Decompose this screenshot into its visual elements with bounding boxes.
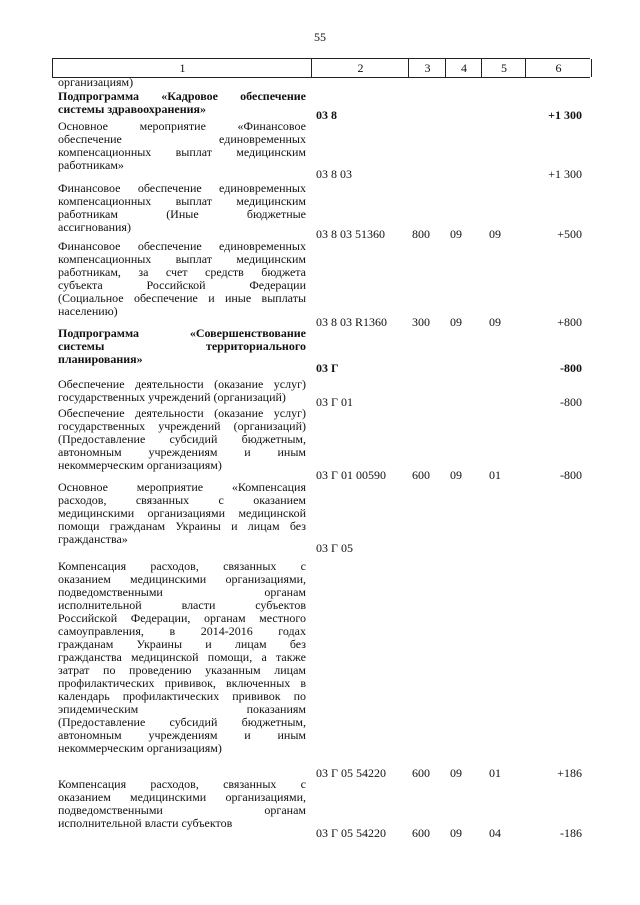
row-line: автономным учреждениям и иным [58,729,306,742]
row-line: Компенсация расходов, связанных с [58,560,306,573]
amount-cell: -800 [560,395,582,409]
row-line: (Предоставление субсидий бюджетным, [58,433,306,446]
col4-cell: 09 [450,826,462,840]
row-line: Подпрограмма «Совершенствование [58,327,306,340]
header-col-6: 6 [525,59,592,77]
row-line: работникам» [58,159,124,172]
row-line: оказанием медицинскими организациями, [58,791,306,804]
row-line: Финансовое обеспечение единовременных [58,182,306,195]
row-line: Подпрограмма «Кадровое обеспечение [58,90,306,103]
row-line: Компенсация расходов, связанных с [58,778,306,791]
code-cell: 03 Г 05 [316,541,353,555]
row-description [58,120,306,172]
row-line: системы территориального [58,340,306,353]
row-line: расходов, связанных с оказанием [58,494,306,507]
code-cell: 03 Г [316,361,339,375]
row-line: исполнительной власти субъектов [58,599,306,612]
row-line: некоммерческим организациям) [58,742,222,755]
page-number: 55 [314,30,326,44]
row-line: системы здравоохранения» [58,103,207,116]
code-cell: 03 8 03 R1360 [316,315,388,329]
row-line: медицинскими организациями медицинской [58,507,306,520]
row-line: гражданства медицинской помощи, а также [58,651,306,664]
row-line: (Предоставление субсидий бюджетным, [58,716,306,729]
code-cell: 03 8 [316,108,337,122]
row-line: ассигнования) [58,221,131,234]
row-line: компенсационных выплат медицинским [58,146,306,159]
amount-cell: +1 300 [548,167,582,181]
col3-cell: 300 [412,315,430,329]
row-description [58,90,306,116]
code-cell: 03 Г 01 00590 [316,468,386,482]
row-description [58,407,306,472]
col5-cell: 09 [489,227,501,241]
row-line: Основное мероприятие «Финансовое [58,120,306,133]
row-description [58,481,306,546]
col5-cell: 01 [489,766,501,780]
row-line: профилактических прививок, включенных в [58,677,306,690]
row-line: (Социальное обеспечение и иные выплаты [58,292,306,305]
row-line: Основное мероприятие «Компенсация [58,481,306,494]
row-line: календарь профилактических прививок по [58,690,306,703]
row-line: организациям) [58,76,134,89]
col5-cell: 01 [489,468,501,482]
row-line: государственных учреждений (организаций) [58,391,286,404]
row-line: эпидемическим показаниям [58,703,306,716]
col4-cell: 09 [450,468,462,482]
col3-cell: 600 [412,468,430,482]
row-line: исполнительной власти субъектов [58,817,233,830]
row-description [58,378,306,404]
row-line: государственных учреждений (организаций) [58,420,306,433]
row-description [58,76,306,89]
code-cell: 03 8 03 [316,167,352,181]
col3-cell: 800 [412,227,430,241]
row-line: некоммерческим организациям) [58,459,222,472]
row-description [58,240,306,318]
header-col-1: 1 [52,59,312,77]
row-line: помощи гражданам Украины и лицам без [58,520,306,533]
table-header [52,58,590,78]
header-col-3: 3 [408,59,446,77]
row-line: самоуправления, в 2014-2016 годах [58,625,306,638]
col5-cell: 09 [489,315,501,329]
row-line: гражданства» [58,533,128,546]
col4-cell: 09 [450,315,462,329]
amount-cell: +1 300 [548,108,582,122]
row-line: Финансовое обеспечение единовременных [58,240,306,253]
amount-cell: -800 [560,468,582,482]
row-description [58,778,306,830]
amount-cell: +800 [557,315,582,329]
row-line: планирования» [58,353,143,366]
row-line: работникам, за счет средств бюджета [58,266,306,279]
row-description [58,327,306,366]
code-cell: 03 Г 05 54220 [316,766,386,780]
row-line: подведомственными органам [58,804,306,817]
row-line: Обеспечение деятельности (оказание услуг) [58,407,306,420]
row-line: обеспечение единовременных [58,133,306,146]
row-line: Обеспечение деятельности (оказание услуг) [58,378,306,391]
row-line: компенсационных выплат медицинским [58,195,306,208]
header-col-4: 4 [445,59,482,77]
row-line: подведомственными органам [58,586,306,599]
row-description [58,182,306,234]
col5-cell: 04 [489,826,501,840]
row-line: затрат по проведению указанным лицам [58,664,306,677]
row-line: оказанием медицинскими организациями, [58,573,306,586]
col4-cell: 09 [450,227,462,241]
amount-cell: -186 [560,826,582,840]
code-cell: 03 Г 05 54220 [316,826,386,840]
row-description [58,560,306,755]
row-line: автономным учреждениям и иным [58,446,306,459]
code-cell: 03 8 03 51360 [316,227,385,241]
row-line: населению) [58,305,118,318]
amount-cell: -800 [560,361,582,375]
code-cell: 03 Г 01 [316,395,353,409]
row-line: Российской Федерации, органам местного [58,612,306,625]
col4-cell: 09 [450,766,462,780]
row-line: компенсационных выплат медицинским [58,253,306,266]
row-line: гражданам Украины и лицам без [58,638,306,651]
col3-cell: 600 [412,766,430,780]
col3-cell: 600 [412,826,430,840]
header-col-5: 5 [481,59,526,77]
row-line: субъекта Российской Федерации [58,279,306,292]
header-col-2: 2 [311,59,409,77]
amount-cell: +186 [557,766,582,780]
row-line: работникам (Иные бюджетные [58,208,306,221]
amount-cell: +500 [557,227,582,241]
